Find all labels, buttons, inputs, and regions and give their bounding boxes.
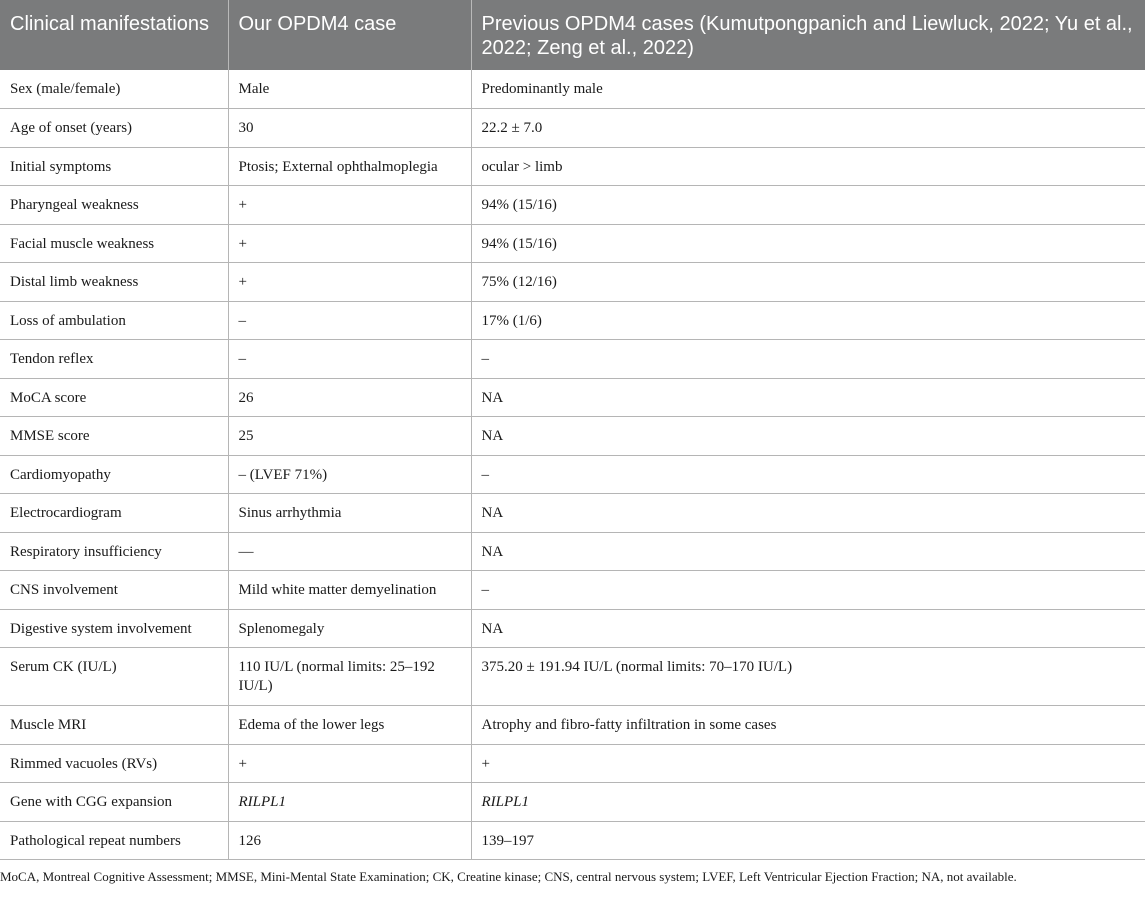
cell-our-case: Mild white matter demyelination (228, 571, 471, 610)
header-row (0, 0, 1145, 70)
table-row (0, 821, 1145, 860)
cell-feature: Serum CK (IU/L) (0, 648, 228, 706)
table-row (0, 147, 1145, 186)
cell-feature: Respiratory insufficiency (0, 532, 228, 571)
cell-previous: NA (471, 417, 1145, 456)
table-row (0, 494, 1145, 533)
cell-previous: 75% (12/16) (471, 263, 1145, 302)
cell-our-case: Male (228, 70, 471, 109)
cell-our-case: — (228, 532, 471, 571)
cell-feature: Digestive system involvement (0, 609, 228, 648)
cell-feature: Gene with CGG expansion (0, 783, 228, 822)
cell-previous: ocular > limb (471, 147, 1145, 186)
cell-our-case: + (228, 224, 471, 263)
cell-feature: Pathological repeat numbers (0, 821, 228, 860)
cell-previous: – (471, 571, 1145, 610)
cell-our-case: – (228, 340, 471, 379)
cell-our-case (228, 783, 471, 822)
cell-our-case: + (228, 744, 471, 783)
table-row (0, 744, 1145, 783)
cell-previous: + (471, 744, 1145, 783)
gene-name: RILPL1 (481, 794, 530, 810)
gene-name: RILPL1 (238, 794, 287, 810)
cell-feature: Facial muscle weakness (0, 224, 228, 263)
cell-feature: Age of onset (years) (0, 109, 228, 148)
cell-previous: NA (471, 532, 1145, 571)
cell-previous: Predominantly male (471, 70, 1145, 109)
header-our-case: Our OPDM4 case (228, 0, 471, 70)
table-row (0, 532, 1145, 571)
table-row (0, 224, 1145, 263)
header-clinical-manifestations: Clinical manifestations (0, 0, 228, 70)
cell-previous: Atrophy and fibro-fatty infiltration in some cases (471, 706, 1145, 745)
cell-feature: Initial symptoms (0, 147, 228, 186)
cell-feature: Pharyngeal weakness (0, 186, 228, 225)
cell-previous: 22.2 ± 7.0 (471, 109, 1145, 148)
cell-previous: – (471, 340, 1145, 379)
table-row (0, 571, 1145, 610)
table-row (0, 378, 1145, 417)
cell-previous (471, 783, 1145, 822)
cell-our-case: 110 IU/L (normal limits: 25–192 IU/L) (228, 648, 471, 706)
cell-previous: – (471, 455, 1145, 494)
cell-previous: 94% (15/16) (471, 186, 1145, 225)
cell-our-case: Sinus arrhythmia (228, 494, 471, 533)
cell-our-case: – (228, 301, 471, 340)
table-row (0, 648, 1145, 706)
table-footnote: MoCA, Montreal Cognitive Assessment; MMSE, Mini-Mental State Examination; CK, Creatine kinase; CNS, central nervous system; LVEF, Left Ventricular Ejection Fraction; NA, not available. (0, 869, 1017, 884)
cell-feature: Rimmed vacuoles (RVs) (0, 744, 228, 783)
cell-previous: NA (471, 494, 1145, 533)
cell-previous: NA (471, 378, 1145, 417)
table-row (0, 186, 1145, 225)
table-row (0, 455, 1145, 494)
cell-our-case: 30 (228, 109, 471, 148)
cell-our-case: Splenomegaly (228, 609, 471, 648)
cell-our-case: Ptosis; External ophthalmoplegia (228, 147, 471, 186)
table-row (0, 109, 1145, 148)
cell-feature: MMSE score (0, 417, 228, 456)
table-row (0, 609, 1145, 648)
cell-previous: 94% (15/16) (471, 224, 1145, 263)
cell-feature: Sex (male/female) (0, 70, 228, 109)
cell-our-case: – (LVEF 71%) (228, 455, 471, 494)
cell-our-case: + (228, 186, 471, 225)
table-row (0, 263, 1145, 302)
table-row (0, 340, 1145, 379)
cell-our-case: 25 (228, 417, 471, 456)
table-row (0, 70, 1145, 109)
cell-feature: Electrocardiogram (0, 494, 228, 533)
cell-feature: MoCA score (0, 378, 228, 417)
cell-our-case: 26 (228, 378, 471, 417)
cell-feature: Distal limb weakness (0, 263, 228, 302)
cell-feature: Muscle MRI (0, 706, 228, 745)
cell-our-case: Edema of the lower legs (228, 706, 471, 745)
cell-feature: CNS involvement (0, 571, 228, 610)
cell-our-case: 126 (228, 821, 471, 860)
cell-feature: Cardiomyopathy (0, 455, 228, 494)
table-row (0, 706, 1145, 745)
cell-feature: Tendon reflex (0, 340, 228, 379)
table-row (0, 783, 1145, 822)
cell-previous: 17% (1/6) (471, 301, 1145, 340)
table-row (0, 417, 1145, 456)
header-previous-cases: Previous OPDM4 cases (Kumutpongpanich and Liewluck, 2022; Yu et al., 2022; Zeng et al., 2022) (471, 0, 1145, 70)
table-row (0, 301, 1145, 340)
cell-our-case: + (228, 263, 471, 302)
cell-feature: Loss of ambulation (0, 301, 228, 340)
cell-previous: 139–197 (471, 821, 1145, 860)
cell-previous: 375.20 ± 191.94 IU/L (normal limits: 70–170 IU/L) (471, 648, 1145, 706)
cell-previous: NA (471, 609, 1145, 648)
